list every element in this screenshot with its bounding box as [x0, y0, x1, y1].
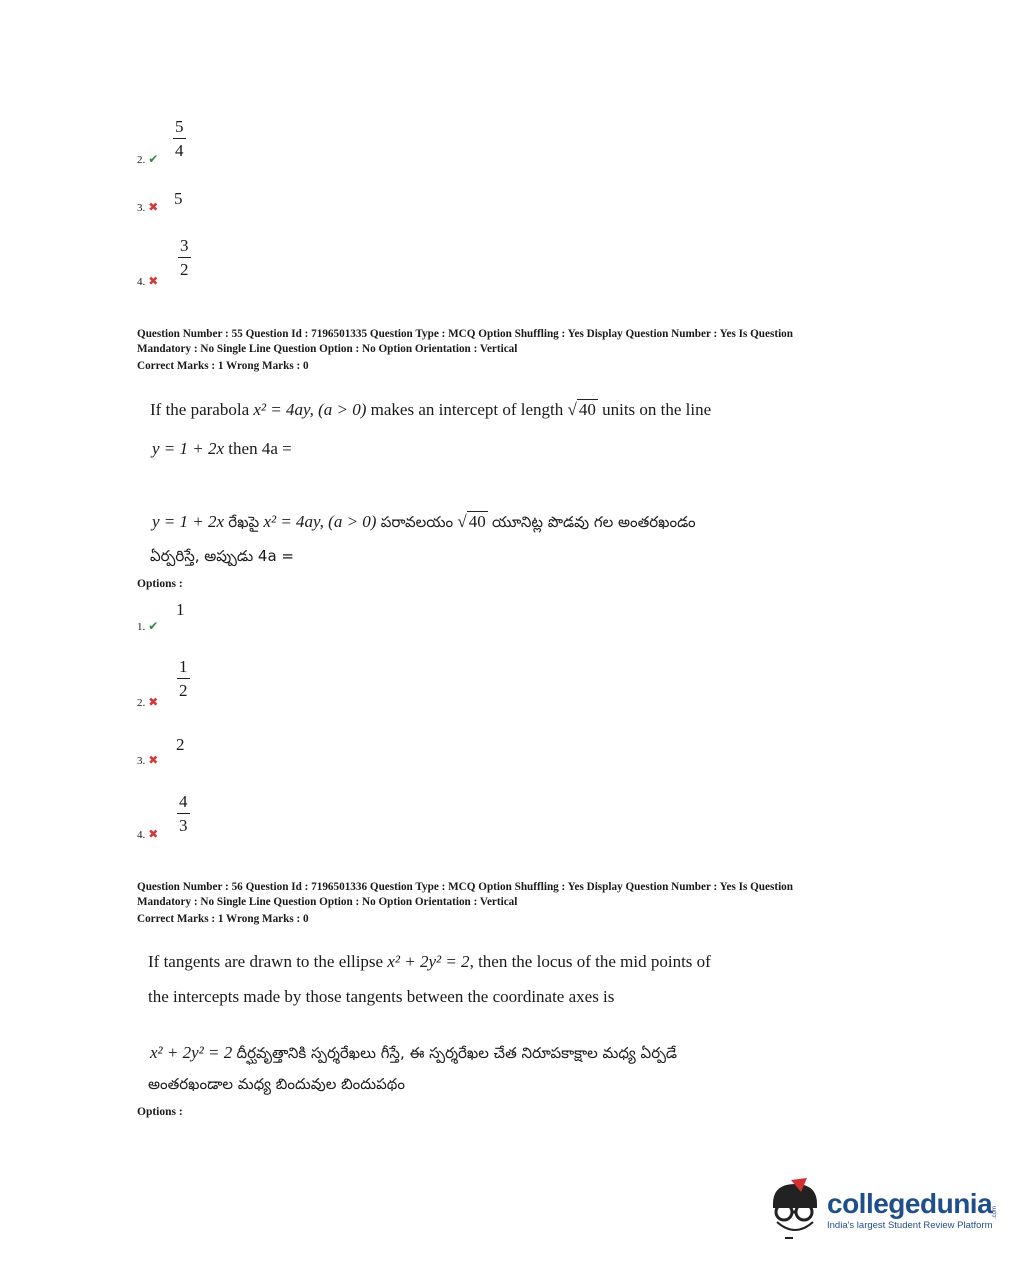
cross-icon: ✖ [148, 827, 159, 841]
mascot-icon [767, 1178, 825, 1240]
option-4-number: 4. ✖ [137, 274, 159, 288]
q55-option-3-value: 2 [176, 735, 185, 754]
q56-telugu-text: x² + 2y² = 2 దీర్ఘవృత్తానికి స్పర్శరేఖలు గీస్తే, ఈ స్పర్శరేఖల చేత నిరూపకాక్షాల మధ్య ఏర్పడే [150, 1043, 678, 1062]
option-2-value: $\frac{5}{4}$ [175, 117, 184, 160]
cross-icon: ✖ [148, 753, 159, 767]
logo-tagline: India's largest Student Review Platform [827, 1219, 993, 1231]
q55-options-label: Options : [137, 578, 183, 590]
q55-option-4-number: 4. ✖ [137, 827, 159, 841]
option-3-value: 5 [174, 189, 183, 208]
option-2-number: 2. ✔ [137, 152, 159, 166]
cross-icon: ✖ [148, 274, 159, 288]
sqrt-symbol: √ 40 [567, 400, 596, 419]
q55-english-text: If the parabola x² = 4ay, (a > 0) makes an intercept of length √ 40 units on the line [150, 400, 712, 419]
q55-option-1-value: 1 [176, 600, 185, 619]
collegedunia-logo [767, 1178, 998, 1240]
cross-icon: ✖ [148, 695, 159, 709]
q55-option-2-number: 2. ✖ [137, 695, 159, 709]
check-icon: ✔ [148, 152, 159, 166]
q56-english-text: If tangents are drawn to the ellipse x² + 2y² = 2, then the locus of the mid points of [148, 952, 711, 971]
q55-english-line2: y = 1 + 2x then 4a = [152, 439, 292, 458]
q56-telugu-line2: అంతరఖండాల మధ్య బిందువుల బిందుపథం [148, 1075, 405, 1093]
logo-name: collegedunia [827, 1187, 993, 1219]
q55-option-4-value: $\frac{4}{3}$ [179, 792, 188, 835]
q55-option-2-value: $\frac{1}{2}$ [179, 657, 188, 700]
q55-meta: Question Number : 55 Question Id : 7196501335 Question Type : MCQ Option Shuffling : Yes Display Question Number : Yes Is Question Mandatory : No Single Line Question Option : No Option Orientation : Vertical Correct Marks : 1 Wrong Marks : 0 [137, 328, 793, 372]
q55-telugu-line2: ఏర్పరిస్తే, అప్పుడు 4a = [150, 547, 294, 565]
q56-options-label: Options : [137, 1106, 183, 1118]
cross-icon: ✖ [148, 200, 159, 214]
logo-com: .com [992, 1206, 999, 1220]
q55-option-3-number: 3. ✖ [137, 753, 159, 767]
check-icon: ✔ [148, 619, 159, 633]
option-4-value: $\frac{3}{2}$ [180, 236, 189, 279]
option-3-number: 3. ✖ [137, 200, 159, 214]
q56-meta: Question Number : 56 Question Id : 7196501336 Question Type : MCQ Option Shuffling : Yes Display Question Number : Yes Is Question Mandatory : No Single Line Question Option : No Option Orientation : Vertical Correct Marks : 1 Wrong Marks : 0 [137, 881, 793, 925]
q55-telugu-text: y = 1 + 2x రేఖపై x² = 4ay, (a > 0) పరావలయం √ 40 యూనిట్ల పొడవు గల అంతరఖండం [152, 512, 696, 531]
q56-english-line2: the intercepts made by those tangents between the coordinate axes is [148, 987, 615, 1006]
q55-option-1-number: 1. ✔ [137, 619, 159, 633]
sqrt-symbol: √ 40 [457, 512, 486, 531]
